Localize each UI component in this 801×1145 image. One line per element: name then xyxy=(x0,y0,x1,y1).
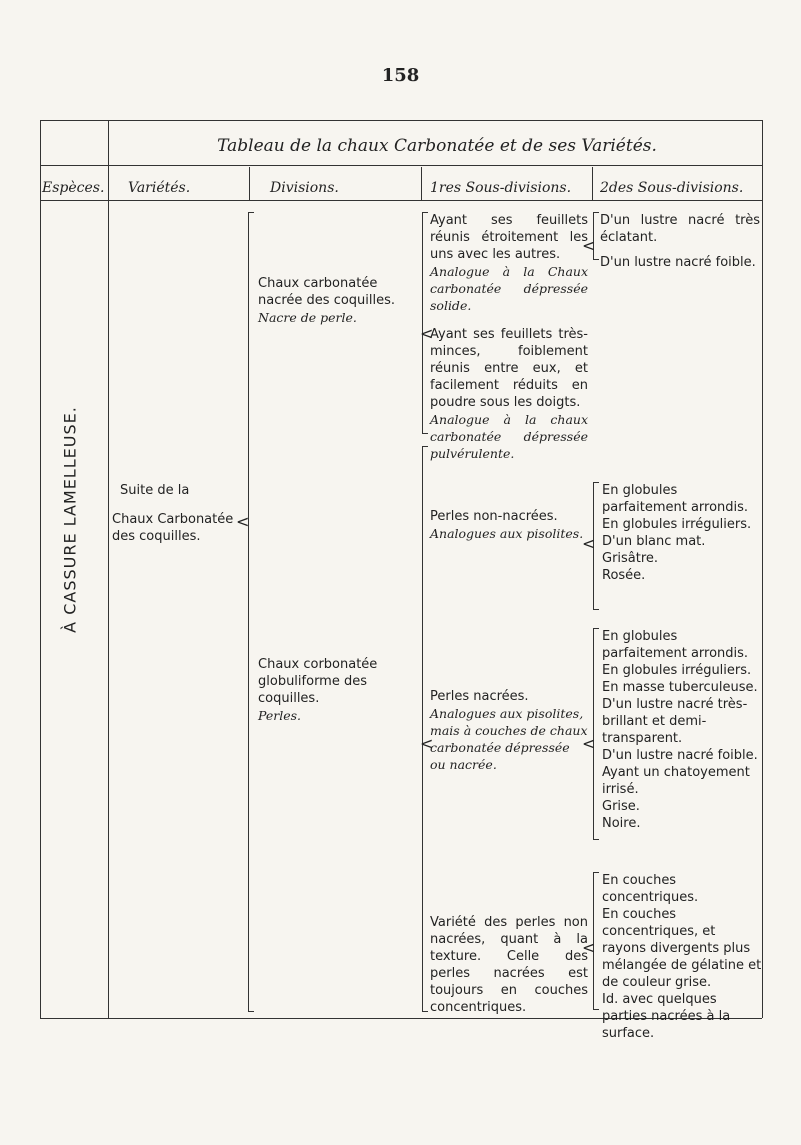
sub2-brace-point-4: < xyxy=(582,938,596,957)
species-label: À CASSURE LAMELLEUSE. xyxy=(60,406,80,633)
variety-line-1: Suite de la xyxy=(120,483,190,498)
sub2-group-2-item-5: Rosée. xyxy=(602,568,646,583)
species-cell xyxy=(40,340,100,700)
title-rule xyxy=(40,165,762,166)
sub2-brace-point-3: < xyxy=(582,734,596,753)
variety-brace xyxy=(248,212,249,1012)
header-especes: Espèces. xyxy=(42,180,105,196)
sub1-item-5 xyxy=(430,914,588,1016)
sub2-group-2-item-3: D'un blanc mat. xyxy=(602,534,706,549)
sub2-group-4-item-2: En couches concentriques, et rayons divergents plus mélangée de gélatine et de couleur grise. xyxy=(602,907,762,990)
table-title: Tableau de la chaux Carbonatée et de ses Variétés. xyxy=(217,136,657,156)
sub2-group-2 xyxy=(602,482,762,584)
sub1-item-4-italic: Analogues aux pisolites, mais à couches de chaux carbonatée dépressée ou nacrée. xyxy=(430,706,588,772)
sub2-group-3-item-4: D'un lustre nacré très-brillant et demi-transparent. xyxy=(602,697,748,746)
col-rule-2 xyxy=(249,167,250,200)
col-rule-3 xyxy=(421,167,422,200)
page-number: 158 xyxy=(381,65,420,86)
division-1-text: Chaux carbonatée nacrée des coquilles. xyxy=(258,276,396,308)
division-2-brace xyxy=(422,446,423,1012)
header-rule xyxy=(40,200,762,201)
sub1-brace-point-1: < xyxy=(420,324,434,343)
sub1-brace-point-4: < xyxy=(420,734,434,753)
sub2-group-2-item-2: En globules irréguliers. xyxy=(602,517,752,532)
division-1-brace xyxy=(422,212,423,434)
sub1-item-3-italic: Analogues aux pisolites. xyxy=(430,526,584,541)
header-varietes: Variétés. xyxy=(128,180,191,196)
sub1-item-1 xyxy=(430,212,588,314)
col-rule-5 xyxy=(762,120,763,1018)
variety-brace-point: < xyxy=(236,512,250,531)
col-rule-1 xyxy=(108,120,109,1018)
division-2 xyxy=(258,656,418,724)
sub2-group-3-item-3: En masse tuberculeuse. xyxy=(602,680,758,695)
sub2-brace-point-2: < xyxy=(582,534,596,553)
sub1-item-5-text: Variété des perles non nacrées, quant à la texture. Celle des perles nacrées est toujours en couches concentriques. xyxy=(430,915,588,1015)
col-rule-4 xyxy=(592,167,593,200)
sub2-group-3-item-6: Ayant un chatoyement irrisé. xyxy=(602,765,750,797)
division-2-italic: Perles. xyxy=(258,708,302,723)
sub2-group-3-item-7: Grise. xyxy=(602,799,640,814)
division-2-text: Chaux corbonatée globuliforme des coquilles. xyxy=(258,657,378,706)
header-sous-divisions-1: 1res Sous-divisions. xyxy=(430,180,572,196)
sub2-group-4-item-1: En couches concentriques. xyxy=(602,873,699,905)
sub2-group-2-item-4: Grisâtre. xyxy=(602,551,659,566)
variety-line-2: Chaux Carbonatée xyxy=(112,512,234,527)
sub1-item-3-text: Perles non-nacrées. xyxy=(430,509,558,524)
sub2-group-3 xyxy=(602,628,762,832)
sub2-group-3-item-5: D'un lustre nacré foible. xyxy=(602,748,758,763)
sub1-item-1-italic: Analogue à la Chaux carbonatée dépressée solide. xyxy=(430,264,588,313)
sub2-group-3-item-8: Noire. xyxy=(602,816,641,831)
variety-line-3: des coquilles. xyxy=(112,529,201,544)
division-1 xyxy=(258,275,408,326)
table-top-rule xyxy=(40,120,762,121)
variety-cell xyxy=(112,482,252,545)
sub2-group-1-item-1: D'un lustre nacré très éclatant. xyxy=(600,213,760,245)
sub2-group-4-item-3: Id. avec quelques parties nacrées à la surface. xyxy=(602,992,731,1041)
sub2-group-4 xyxy=(602,872,762,1042)
sub2-brace-point-1: < xyxy=(582,236,596,255)
sub1-item-1-text: Ayant ses feuillets réunis étroitement les uns avec les autres. xyxy=(430,213,588,262)
sub1-item-4 xyxy=(430,688,588,773)
sub2-group-3-item-1: En globules parfaitement arrondis. xyxy=(602,629,749,661)
sub1-item-2-italic: Analogue à la chaux carbonatée dépressée pulvérulente. xyxy=(430,412,588,461)
header-sous-divisions-2: 2des Sous-divisions. xyxy=(600,180,744,196)
sub2-group-3-item-2: En globules irréguliers. xyxy=(602,663,752,678)
sub2-group-1 xyxy=(600,212,760,271)
sub2-group-2-item-1: En globules parfaitement arrondis. xyxy=(602,483,749,515)
sub1-item-4-text: Perles nacrées. xyxy=(430,689,529,704)
header-divisions: Divisions. xyxy=(270,180,339,196)
sub1-item-2 xyxy=(430,326,588,462)
sub1-item-3 xyxy=(430,508,588,542)
sub1-item-2-text: Ayant ses feuillets très-minces, foiblement réunis entre eux, et facilement réduits en poudre sous les doigts. xyxy=(430,327,588,410)
division-1-italic: Nacre de perle. xyxy=(258,310,357,325)
sub2-group-1-item-2: D'un lustre nacré foible. xyxy=(600,255,756,270)
